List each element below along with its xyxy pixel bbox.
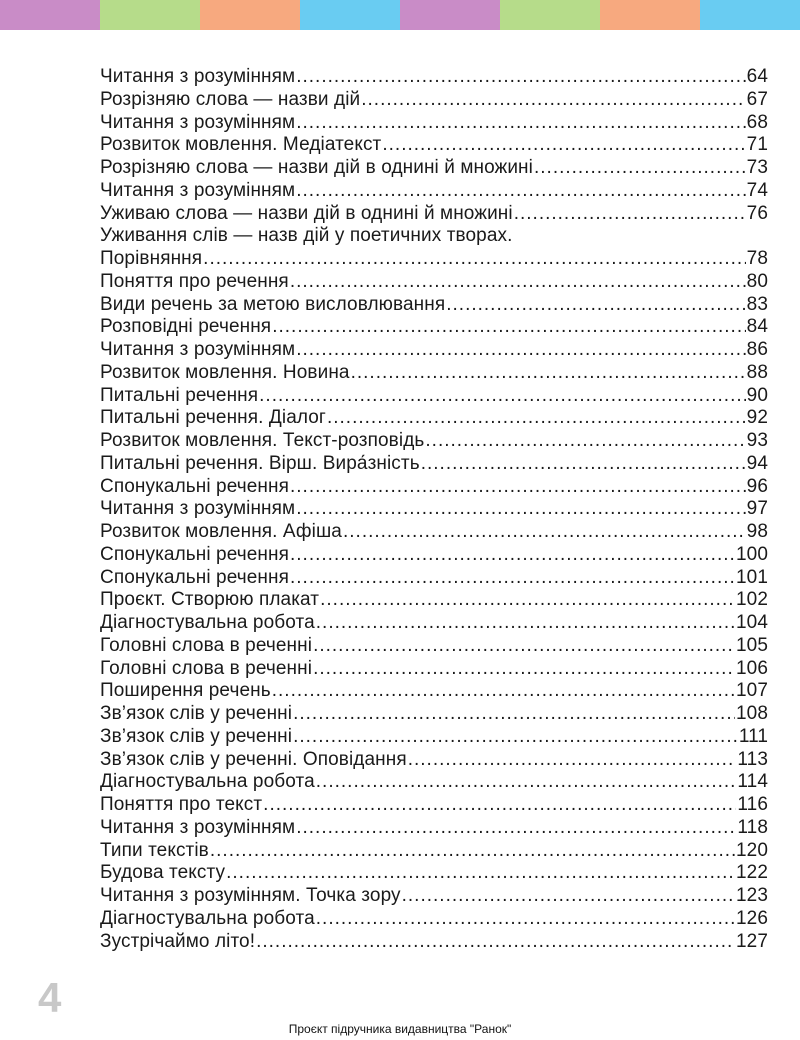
toc-entry-title: Читання з розумінням bbox=[100, 66, 296, 87]
toc-entry bbox=[100, 362, 768, 385]
toc-entry-title: Будова тексту bbox=[100, 862, 226, 884]
strip-segment bbox=[500, 0, 600, 30]
toc-leader-dots bbox=[203, 248, 745, 271]
strip-segment bbox=[700, 0, 800, 30]
toc-entry bbox=[100, 498, 768, 521]
toc-entry-title: Головні слова в реченні bbox=[100, 634, 313, 656]
toc-entry bbox=[100, 862, 768, 885]
toc-entry-title: Порівняння bbox=[100, 248, 203, 269]
toc-entry bbox=[100, 271, 768, 294]
toc-entry bbox=[100, 885, 768, 908]
toc-entry-page: 127 bbox=[735, 930, 768, 952]
toc-entry bbox=[100, 908, 768, 931]
toc-leader-dots bbox=[272, 316, 745, 339]
strip-segment bbox=[300, 0, 400, 30]
toc-entry bbox=[100, 612, 768, 635]
toc-entry bbox=[100, 203, 768, 226]
toc-entry-page: 113 bbox=[737, 748, 768, 770]
toc-entry-page: 86 bbox=[746, 339, 768, 360]
toc-entry-title: Питальні речення bbox=[100, 384, 259, 406]
toc-entry-page: 114 bbox=[737, 771, 768, 793]
toc-entry bbox=[100, 703, 768, 726]
toc-entry-page: 118 bbox=[737, 816, 768, 838]
toc-entry-title: Зв’язок слів у реченні bbox=[100, 703, 293, 724]
toc-leader-dots bbox=[421, 453, 746, 476]
toc-entry-page: 93 bbox=[746, 430, 768, 451]
toc-entry-page: 83 bbox=[746, 293, 768, 315]
toc-entry-page: 122 bbox=[735, 862, 768, 884]
toc-leader-dots bbox=[210, 840, 735, 863]
toc-entry-title: Діагностувальна робота bbox=[100, 907, 315, 929]
toc-entry-title: Читання з розумінням bbox=[100, 111, 296, 133]
toc-entry-title: Поширення речень bbox=[100, 680, 271, 702]
toc-leader-dots bbox=[382, 134, 745, 157]
toc-leader-dots bbox=[296, 180, 745, 203]
toc-entry-title: Головні слова в реченні bbox=[100, 657, 313, 679]
toc-entry-title: Читання з розумінням bbox=[100, 498, 296, 520]
toc-entry-title: Проєкт. Створюю плакат bbox=[100, 589, 320, 611]
toc-entry-title: Спонукальні речення bbox=[100, 475, 289, 497]
toc-entry bbox=[100, 294, 768, 317]
toc-entry-page: 101 bbox=[735, 566, 768, 588]
toc-leader-dots bbox=[361, 89, 745, 112]
toc-leader-dots bbox=[408, 749, 737, 772]
toc-leader-dots bbox=[296, 112, 745, 135]
toc-entry-page: 108 bbox=[735, 703, 768, 724]
toc-entry bbox=[100, 680, 768, 703]
toc-entry bbox=[100, 134, 768, 157]
toc-leader-dots bbox=[296, 66, 745, 89]
toc-entry bbox=[100, 225, 768, 248]
toc-leader-dots bbox=[313, 635, 735, 658]
toc-entry-title: Розрізняю слова — назви дій в однині й множині bbox=[100, 157, 533, 178]
toc-entry-title: Розповідні речення bbox=[100, 316, 272, 338]
toc-entry-page: 73 bbox=[746, 157, 768, 178]
toc-leader-dots bbox=[296, 498, 745, 521]
toc-entry bbox=[100, 385, 768, 408]
toc-entry bbox=[100, 180, 768, 203]
toc-entry-title: Уживання слів — назв дій у поетичних творах. bbox=[100, 225, 513, 247]
toc-entry-page: 74 bbox=[746, 179, 768, 201]
toc-entry-page: 102 bbox=[735, 589, 768, 611]
toc-entry-title: Зв’язок слів у реченні. Оповідання bbox=[100, 748, 407, 770]
toc-entry-title: Розвиток мовлення. Новина bbox=[100, 361, 350, 383]
toc-entry bbox=[100, 430, 768, 453]
toc-leader-dots bbox=[313, 658, 735, 681]
toc-entry bbox=[100, 840, 768, 863]
toc-entry bbox=[100, 749, 768, 772]
toc-entry-page: 106 bbox=[735, 657, 768, 679]
toc-leader-dots bbox=[514, 203, 746, 226]
toc-leader-dots bbox=[290, 567, 735, 590]
toc-entry-page: 126 bbox=[735, 907, 768, 929]
toc-entry-page: 107 bbox=[735, 680, 768, 702]
toc-entry-title: Читання з розумінням bbox=[100, 816, 296, 838]
toc-entry bbox=[100, 794, 768, 817]
toc-leader-dots bbox=[226, 862, 735, 885]
toc-entry-title: Розвиток мовлення. Медіатекст bbox=[100, 134, 382, 156]
strip-segment bbox=[200, 0, 300, 30]
toc-entry bbox=[100, 339, 768, 362]
toc-entry-title: Розвиток мовлення. Текст-розповідь bbox=[100, 430, 425, 451]
toc-leader-dots bbox=[290, 476, 746, 499]
toc-entry-page: 105 bbox=[735, 634, 768, 656]
toc-leader-dots bbox=[320, 589, 735, 612]
toc-leader-dots bbox=[327, 407, 746, 430]
strip-segment bbox=[600, 0, 700, 30]
toc-entry-page: 84 bbox=[746, 316, 768, 338]
toc-entry-title: Уживаю слова — назви дій в однині й множині bbox=[100, 202, 513, 224]
toc-leader-dots bbox=[296, 339, 745, 362]
toc-entry-page: 100 bbox=[735, 543, 768, 565]
toc-entry-title: Читання з розумінням bbox=[100, 339, 296, 360]
toc-entry bbox=[100, 817, 768, 840]
toc-leader-dots bbox=[256, 931, 735, 954]
toc-entry bbox=[100, 544, 768, 567]
toc-entry bbox=[100, 589, 768, 612]
toc-entry-page: 80 bbox=[746, 270, 768, 292]
toc-entry-page: 92 bbox=[746, 407, 768, 429]
toc-leader-dots bbox=[296, 817, 736, 840]
header-color-strip bbox=[0, 0, 800, 30]
toc-entry bbox=[100, 453, 768, 476]
toc-entry bbox=[100, 407, 768, 430]
toc-entry-title: Читання з розумінням. Точка зору bbox=[100, 885, 401, 906]
strip-segment bbox=[0, 0, 100, 30]
toc-leader-dots bbox=[425, 430, 745, 453]
toc-leader-dots bbox=[290, 271, 746, 294]
toc-leader-dots bbox=[293, 703, 735, 726]
toc-entry-title: Розрізняю слова — назви дій bbox=[100, 88, 361, 110]
toc-entry-page: 90 bbox=[746, 384, 768, 406]
toc-entry-title: Розвиток мовлення. Афіша bbox=[100, 521, 342, 542]
toc-entry-title: Типи текстів bbox=[100, 839, 209, 861]
toc-entry-title: Діагностувальна робота bbox=[100, 771, 315, 793]
toc-entry-title: Діагностувальна робота bbox=[100, 612, 315, 633]
toc-leader-dots bbox=[263, 794, 736, 817]
toc-entry bbox=[100, 476, 768, 499]
toc-entry bbox=[100, 726, 768, 749]
toc-entry-title: Поняття про текст bbox=[100, 794, 263, 815]
toc-entry bbox=[100, 89, 768, 112]
toc-entry-title: Спонукальні речення bbox=[100, 566, 289, 588]
toc-entry bbox=[100, 112, 768, 135]
toc-entry-page: 116 bbox=[737, 794, 768, 815]
toc-leader-dots bbox=[534, 157, 746, 180]
toc-entry-page: 96 bbox=[746, 475, 768, 497]
toc-entry bbox=[100, 771, 768, 794]
toc-entry-title: Читання з розумінням bbox=[100, 179, 296, 201]
toc-entry-page: 78 bbox=[746, 248, 768, 269]
toc-entry bbox=[100, 316, 768, 339]
toc-entry bbox=[100, 635, 768, 658]
toc-entry-page: 76 bbox=[746, 202, 768, 224]
toc-entry-page: 88 bbox=[746, 361, 768, 383]
toc-entry bbox=[100, 248, 768, 271]
toc-entry-title: Зустрічаймо літо! bbox=[100, 930, 256, 952]
toc-entry-page: 120 bbox=[735, 839, 768, 861]
toc-entry-title: Питальні речення. Діалог bbox=[100, 407, 326, 429]
toc-entry-page: 104 bbox=[735, 612, 768, 633]
toc-entry bbox=[100, 66, 768, 89]
toc-entry-page: 68 bbox=[746, 111, 768, 133]
toc-leader-dots bbox=[343, 521, 746, 544]
toc-entry bbox=[100, 521, 768, 544]
toc-entry-page: 67 bbox=[746, 88, 768, 110]
toc-entry-title: Поняття про речення bbox=[100, 270, 289, 292]
toc-leader-dots bbox=[446, 294, 745, 317]
toc-entry-title: Види речень за метою висловлювання bbox=[100, 293, 446, 315]
toc-entry-title: Питальні речення. Вірш. Вира́зність bbox=[100, 452, 420, 474]
toc-leader-dots bbox=[351, 362, 746, 385]
toc-entry-title: Спонукальні речення bbox=[100, 543, 289, 565]
toc-leader-dots bbox=[290, 544, 735, 567]
toc-entry bbox=[100, 931, 768, 954]
toc-entry bbox=[100, 658, 768, 681]
toc-leader-dots bbox=[316, 771, 737, 794]
toc-entry-page: 97 bbox=[746, 498, 768, 520]
toc-entry-page: 123 bbox=[735, 885, 768, 906]
toc-entry-page: 111 bbox=[738, 725, 768, 747]
toc-entry-page: 94 bbox=[746, 452, 768, 474]
page-number: 4 bbox=[38, 974, 62, 1021]
table-of-contents bbox=[100, 66, 768, 953]
strip-segment bbox=[100, 0, 200, 30]
toc-leader-dots bbox=[272, 680, 735, 703]
footer-note: Проєкт підручника видавництва "Ранок" bbox=[288, 1022, 512, 1036]
toc-leader-dots bbox=[402, 885, 735, 908]
toc-entry-page: 98 bbox=[746, 521, 768, 542]
toc-entry bbox=[100, 567, 768, 590]
toc-leader-dots bbox=[316, 908, 735, 931]
toc-entry-page: 64 bbox=[746, 66, 768, 87]
toc-leader-dots bbox=[293, 726, 738, 749]
toc-entry-page: 71 bbox=[746, 134, 768, 156]
strip-segment bbox=[400, 0, 500, 30]
toc-leader-dots bbox=[316, 612, 735, 635]
toc-entry-title: Зв’язок слів у реченні bbox=[100, 725, 293, 747]
toc-leader-dots bbox=[259, 385, 746, 408]
toc-entry bbox=[100, 157, 768, 180]
